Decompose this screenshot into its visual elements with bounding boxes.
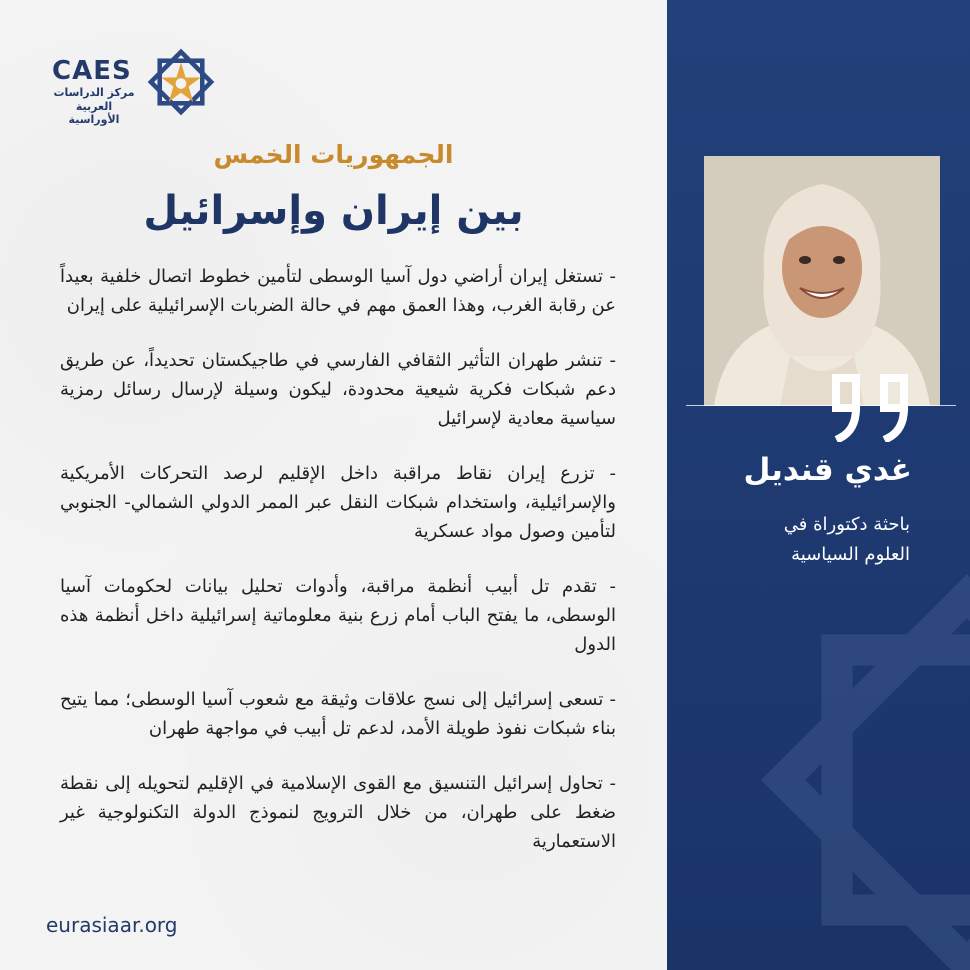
logo-acronym: CAES — [52, 56, 132, 86]
bullet-item: - تزرع إيران نقاط مراقبة داخل الإقليم لرصد التحركات الأمريكية والإسرائيلية، واستخدام شبكات النقل عبر الممر الدولي الشمالي- الجنوبي لتأمين وصول مواد عسكرية — [60, 463, 616, 542]
quote-icon — [826, 372, 926, 442]
bullet-item: - تستغل إيران أراضي دول آسيا الوسطى لتأمين خطوط اتصال خلفية بعيداً عن رقابة الغرب، وهذا العمق مهم في حالة الضربات الإسرائيلية على إيران — [60, 266, 616, 316]
bullet-item: - تسعى إسرائيل إلى نسج علاقات وثيقة مع شعوب آسيا الوسطى؛ مما يتيح بناء شبكات نفوذ طويلة الأمد، لدعم تل أبيب في مواجهة طهران — [60, 689, 616, 739]
subtitle: الجمهوريات الخمس — [213, 140, 454, 169]
divider — [686, 405, 956, 406]
background-star-pattern-icon — [707, 520, 970, 970]
author-role-line-2: العلوم السياسية — [791, 544, 910, 565]
logo-line-2: العربية الأوراسية — [68, 100, 120, 126]
bullet-list — [60, 262, 616, 882]
author-photo — [704, 156, 940, 406]
website-link[interactable]: eurasiaar.org — [46, 913, 178, 937]
logo-line-1: مركز الدراسات — [53, 86, 135, 99]
bullet-item: - تحاول إسرائيل التنسيق مع القوى الإسلامية في الإقليم لتحويله إلى نقطة ضغط على طهران، من خلال الترويج لنموذج الدولة التكنولوجية غير الاستعمارية — [60, 773, 616, 852]
caes-star-logo-icon — [143, 44, 219, 120]
bullet-item: - تقدم تل أبيب أنظمة مراقبة، وأدوات تحليل بيانات لحكومات آسيا الوسطى، ما يفتح الباب أمام زرع بنية معلوماتية إسرائيلية داخل أنظمة هذه الدول — [60, 576, 616, 655]
author-name: غدي قنديل — [743, 452, 912, 488]
bullet-item: - تنشر طهران التأثير الثقافي الفارسي في طاجيكستان تحديداً، عن طريق دعم شبكات فكرية شيعية محدودة، ليكون وسيلة لإرسال رسائل رمزية سياسية معادية لإسرائيل — [60, 350, 616, 429]
author-role-line-1: باحثة دكتوراة في — [783, 514, 910, 535]
page-title: بين إيران وإسرائيل — [143, 188, 524, 234]
